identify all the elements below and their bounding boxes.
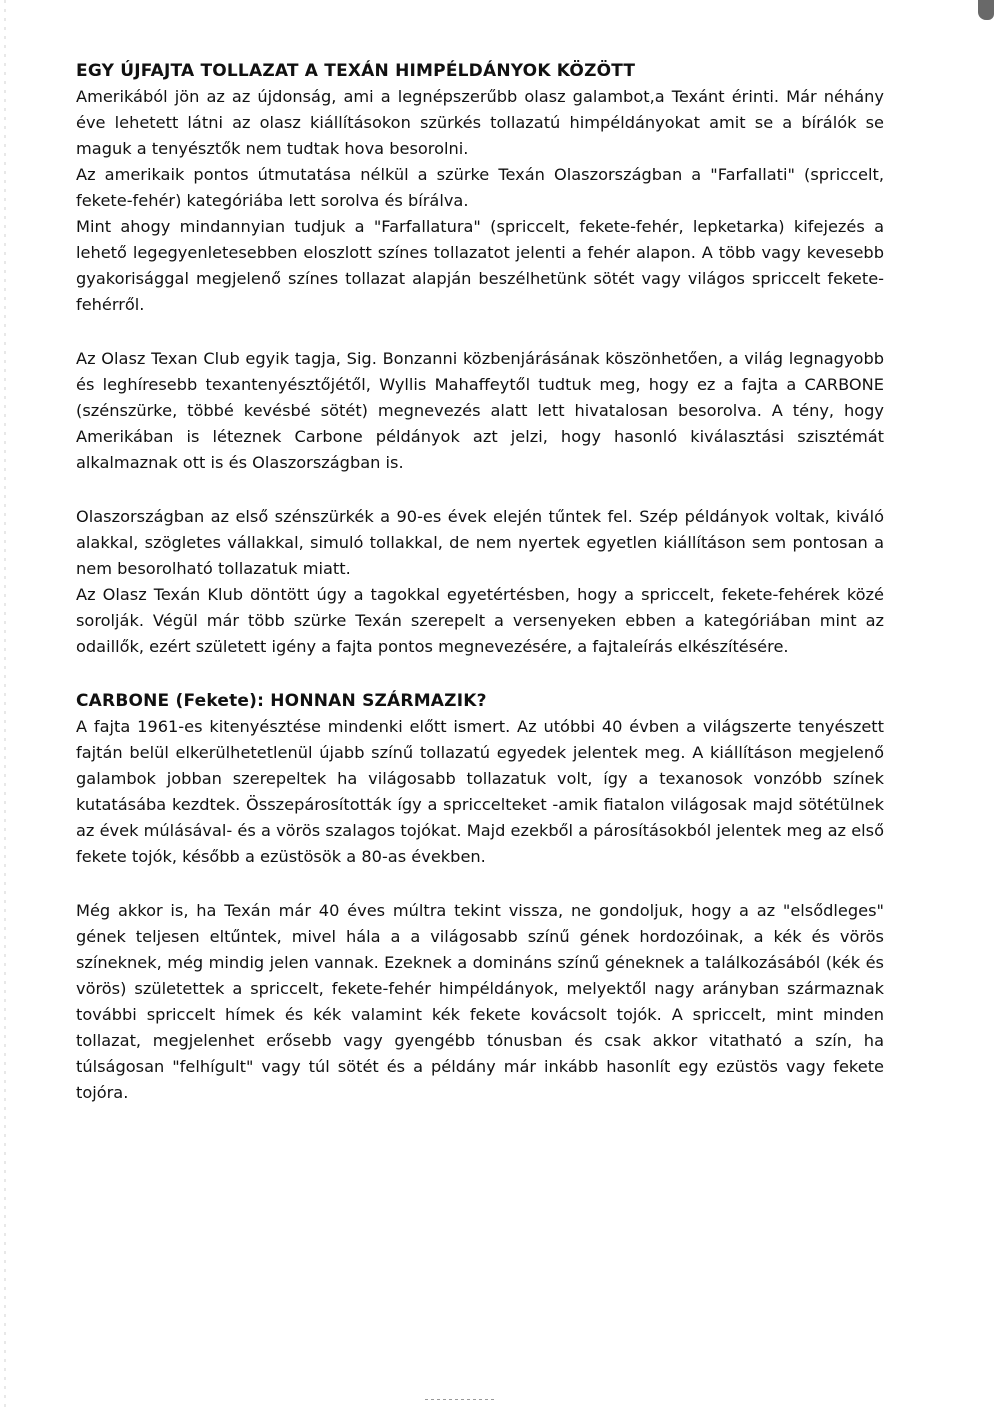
article-1-paragraph-5: Olaszországban az első szénszürkék a 90-es évek elején tűntek fel. Szép példányok voltak, kiváló alakkal, szögletes vállakkal, simuló tollakkal, de nem nyertek egyetlen kiállításon sem pontosan a nem besorolható tollazatuk miatt.	[76, 507, 884, 578]
article-1-paragraph-2: Az amerikaik pontos útmutatása nélkül a szürke Texán Olaszországban a "Farfallati" (spriccelt, fekete-fehér) kategóriába lett sorolva és bírálva.	[76, 165, 884, 210]
scan-edge-artifact	[4, 0, 6, 1408]
article-2-paragraph-2: Még akkor is, ha Texán már 40 éves múltra tekint vissza, ne gondoljuk, hogy a az "elsődleges" gének teljesen eltűntek, mivel hála a a világosabb színű gének hordozóinak, a kék és vörös színeknek, még mindig jelen vannak. Ezeknek a domináns színű géneknek a találkozásából (kék és vörös) születettek a spriccelt, fekete-fehér himpéldányok, melyektől nagy arányban származnak további spriccelt hímek és kék valamint kék fekete kovácsolt tojók. A spriccelt, mint minden tollazat, megjelenhet erősebb vagy gyengébb tónusban és csak akkor vitatható a szín, ha túlságosan "felhígult" vagy túl sötét és a példány már inkább hasonlít egy ezüstös vagy fekete tojóra.	[76, 901, 884, 1102]
article-1	[76, 58, 884, 660]
scan-bottom-mark	[425, 1399, 495, 1400]
document-body	[76, 58, 884, 1106]
article-1-paragraph-3: Mint ahogy mindannyian tudjuk a "Farfallatura" (spriccelt, fekete-fehér, lepketarka) kifejezés a lehető legegyenletesebben eloszlott színes tollazatot jelenti a fehér alapon. A több vagy kevesebb gyakorisággal megjelenő színes tollazat alapján beszélhetünk sötét vagy világos spriccelt fekete-fehérről.	[76, 217, 884, 314]
article-2-paragraph-1: A fajta 1961-es kitenyésztése mindenki előtt ismert. Az utóbbi 40 évben a világszerte tenyészett fajtán belül elkerülhetetlenül újabb színű tollazatú egyedek jelentek meg. A kiállításon megjelenő galambok jobban szerepeltek ha világosabb tollazatuk volt, így a texanosok vonzóbb színek kutatásába kezdtek. Összepárosították így a spriccelteket -amik fiatalon világosak majd sötétülnek az évek múlásával- és a vörös szalagos tojókat. Majd ezekből a párosításokból jelentek meg az első fekete tojók, később a ezüstösök a 80-as években.	[76, 717, 884, 866]
article-1-title: EGY ÚJFAJTA TOLLAZAT A TEXÁN HIMPÉLDÁNYOK KÖZÖTT	[76, 61, 636, 81]
article-1-paragraph-1: Amerikából jön az az újdonság, ami a legnépszerűbb olasz galambot,a Texánt érinti. Már néhány éve lehetett látni az olasz kiállításokon szürkés tollazatú himpéldányokat amit se a bírálók se maguk a tenyésztők nem tudtak hova besorolni.	[76, 87, 884, 158]
article-1-paragraph-4: Az Olasz Texan Club egyik tagja, Sig. Bonzanni közbenjárásának köszönhetően, a világ legnagyobb és leghíresebb texantenyésztőjétől, Wyllis Mahaffeytől tudtuk meg, hogy ez a fajta a CARBONE (szénszürke, többé kevésbé sötét) megnevezés alatt lett hivatalosan besorolva. A tény, hogy Amerikában is léteznek Carbone példányok azt jelzi, hogy hasonló kiválasztási szisztémát alkalmaznak ott is és Olaszországban is.	[76, 349, 884, 472]
scan-corner-mark	[978, 0, 994, 20]
article-2	[76, 688, 884, 1106]
article-1-paragraph-6: Az Olasz Texán Klub döntött úgy a tagokkal egyetértésben, hogy a spriccelt, fekete-fehérek közé sorolják. Végül már több szürke Texán szerepelt a versenyeken ebben a kategóriában mint az odaillők, ezért született igény a fajta pontos megnevezésére, a fajtaleírás elkészítésére.	[76, 585, 884, 656]
article-2-title: CARBONE (Fekete): HONNAN SZÁRMAZIK?	[76, 691, 487, 711]
